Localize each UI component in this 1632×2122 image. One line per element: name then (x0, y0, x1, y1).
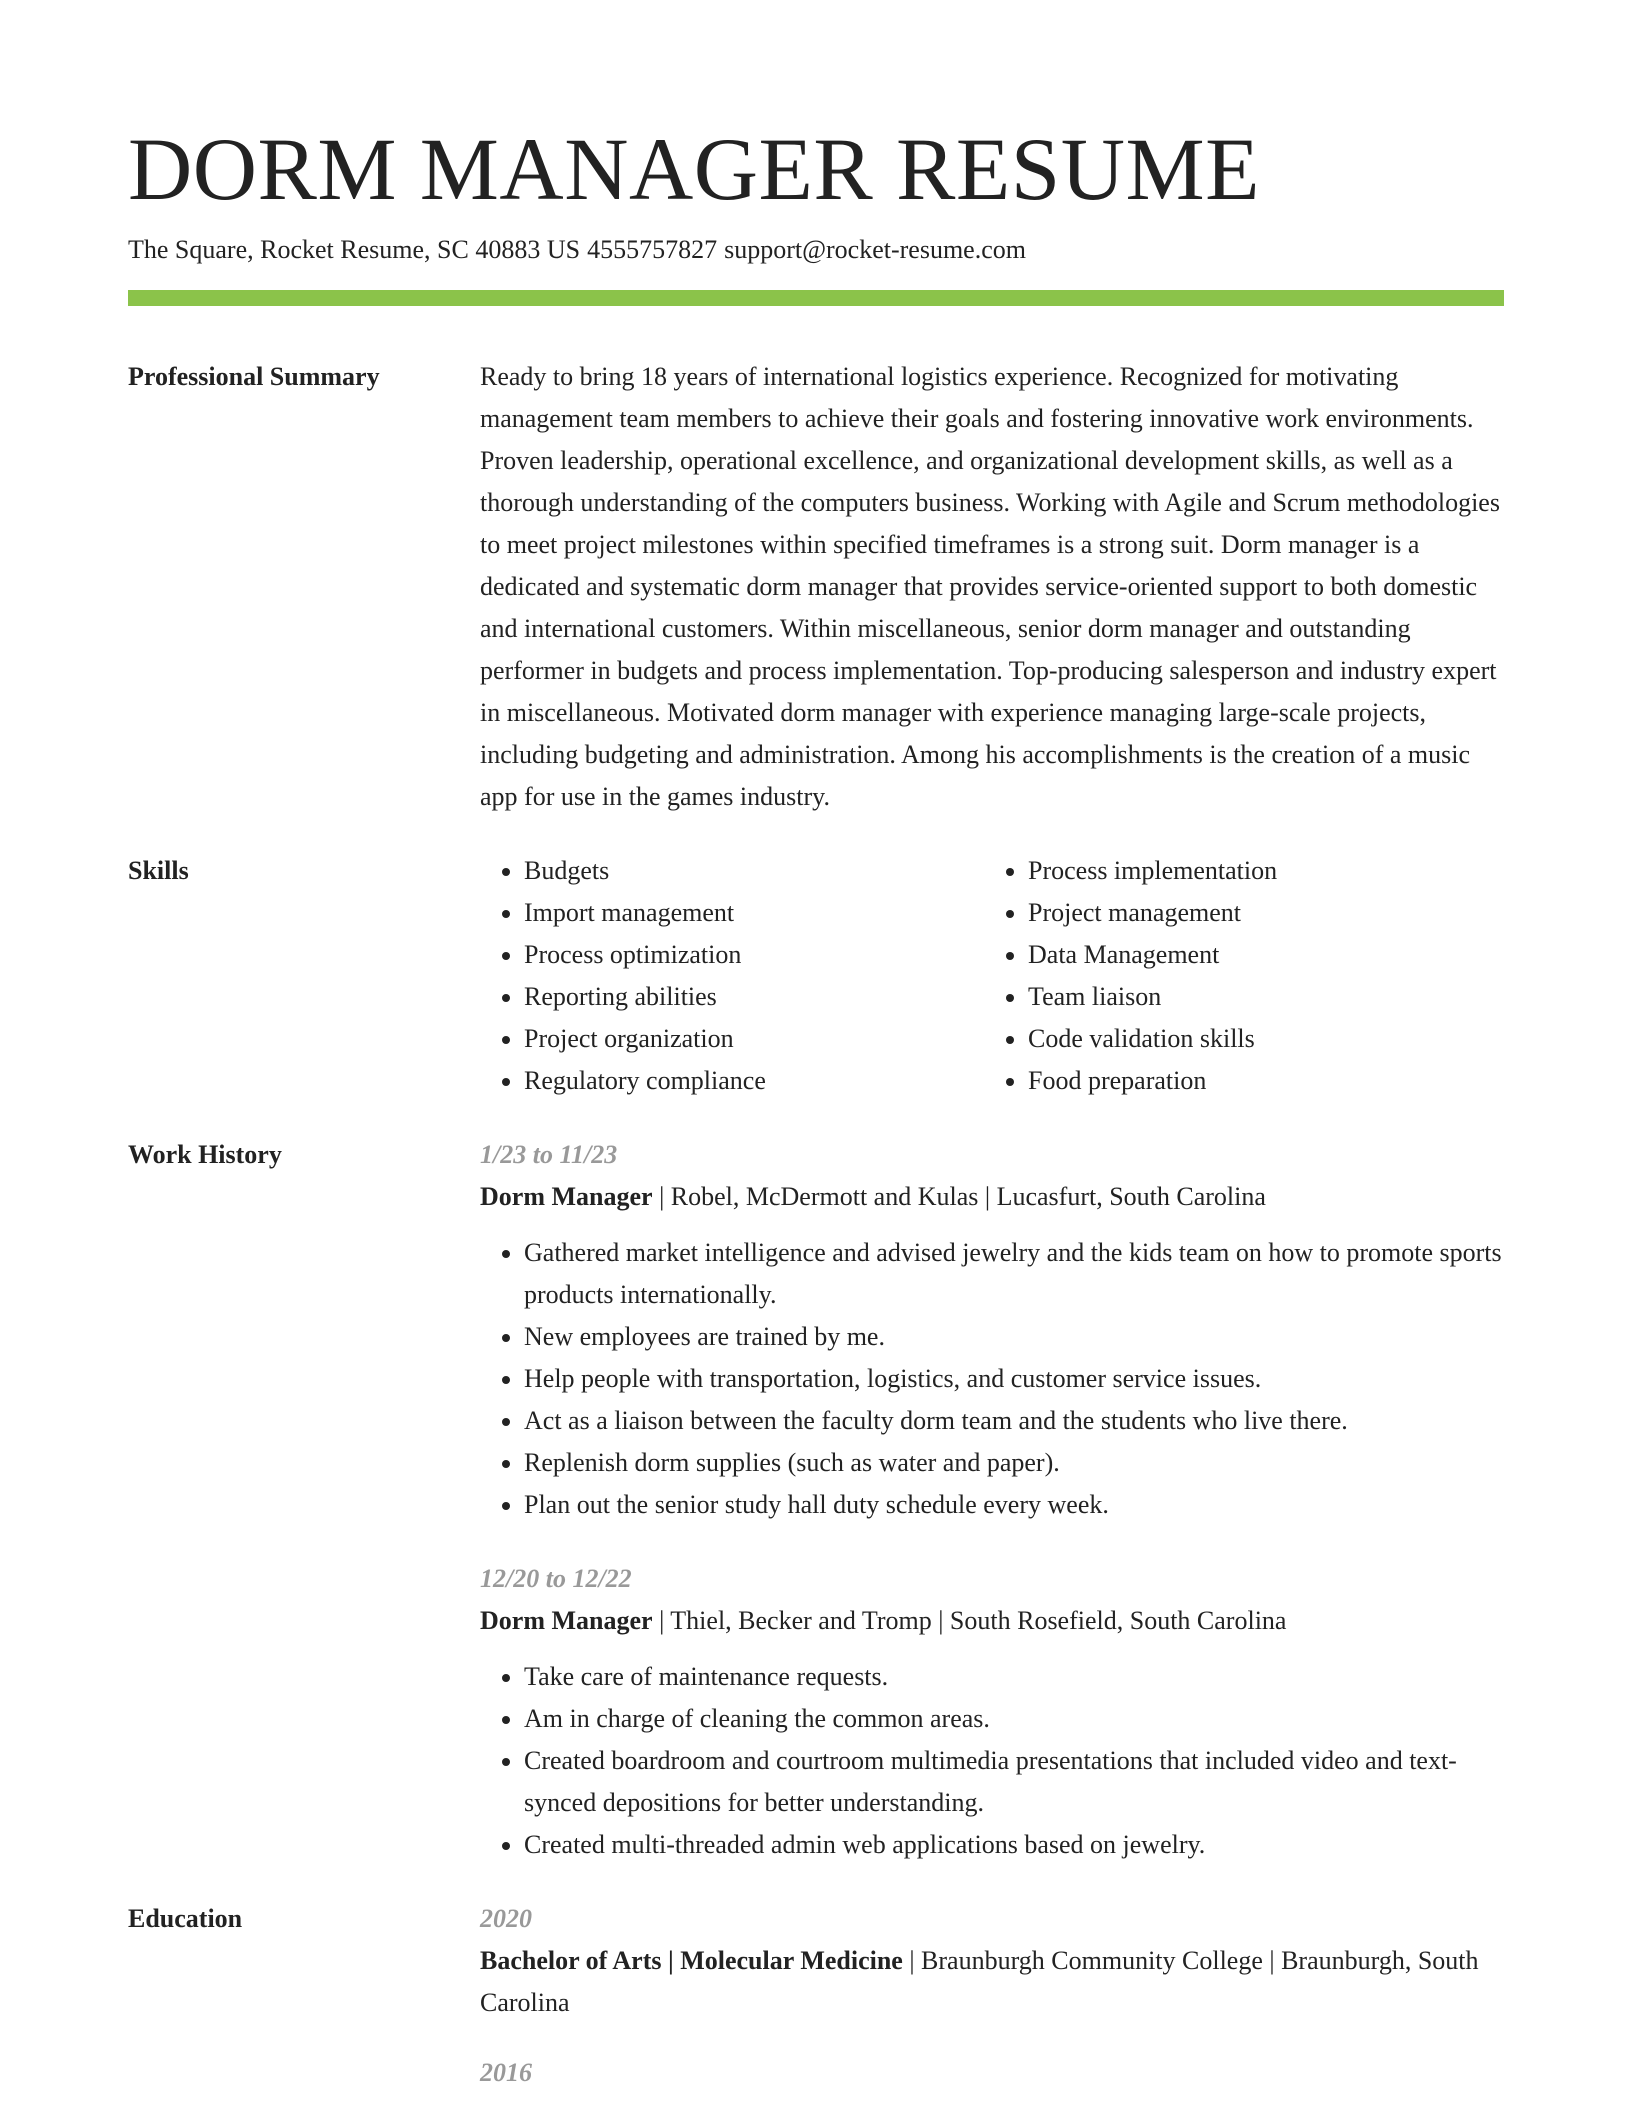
job-bullet: • New employees are trained by me. (524, 1316, 1504, 1358)
work-history-heading: Work History (128, 1140, 282, 1169)
contact-address: The Square, Rocket Resume, SC 40883 US (128, 235, 581, 264)
work-history-body (480, 1134, 1504, 1866)
skill-item: • Data Management (1028, 934, 1488, 976)
job-details: | Robel, McDermott and Kulas | Lucasfurt, South Carolina (652, 1182, 1266, 1211)
job-entry (480, 1134, 1504, 1526)
skills-list-left (480, 850, 984, 1102)
page-title: DORM MANAGER RESUME (128, 121, 1260, 219)
job-bullet: • Created multi-threaded admin web applications based on jewelry. (524, 1824, 1504, 1866)
summary-section (128, 356, 1504, 818)
job-dates: 12/20 to 12/22 (480, 1564, 632, 1593)
job-bullet: • Help people with transportation, logistics, and customer service issues. (524, 1358, 1504, 1400)
skill-item: • Project organization (524, 1018, 984, 1060)
job-bullet: • Take care of maintenance requests. (524, 1656, 1504, 1698)
skill-item: • Process implementation (1028, 850, 1488, 892)
skill-item: • Process optimization (524, 934, 984, 976)
job-bullet: • Replenish dorm supplies (such as water and paper). (524, 1442, 1504, 1484)
skill-item: • Import management (524, 892, 984, 934)
education-entry (480, 1898, 1504, 2024)
education-header (480, 1940, 1504, 2024)
contact-email: support@rocket-resume.com (724, 235, 1026, 264)
skill-item: • Food preparation (1028, 1060, 1488, 1102)
contact-phone: 4555757827 (587, 235, 718, 264)
job-bullet: • Gathered market intelligence and advised jewelry and the kids team on how to promote sports products internationally. (524, 1232, 1504, 1316)
job-bullet: • Act as a liaison between the faculty dorm team and the students who live there. (524, 1400, 1504, 1442)
summary-text: Ready to bring 18 years of international logistics experience. Recognized for motivating management team members to achieve their goals and fostering innovative work environments. Proven leadership, operational excellence, and organizational development skills, as well as a thorough understanding of the computers business. Working with Agile and Scrum methodologies to meet project milestones within specified timeframes is a strong suit. Dorm manager is a dedicated and systematic dorm manager that provides service-oriented support to both domestic and international customers. Within miscellaneous, senior dorm manager and outstanding performer in budgets and process implementation. Top-producing salesperson and industry expert in miscellaneous. Motivated dorm manager with experience managing large-scale projects, including budgeting and administration. Among his accomplishments is the creation of a music app for use in the games industry. (480, 362, 1500, 811)
job-details: | Thiel, Becker and Tromp | South Rosefield, South Carolina (652, 1606, 1287, 1635)
job-bullets (480, 1232, 1504, 1526)
skill-item: • Budgets (524, 850, 984, 892)
job-dates: 1/23 to 11/23 (480, 1140, 618, 1169)
skill-item: • Project management (1028, 892, 1488, 934)
skills-section (128, 850, 1504, 1102)
education-heading: Education (128, 1904, 243, 1933)
job-bullet: • Plan out the senior study hall duty schedule every week. (524, 1484, 1504, 1526)
job-title: Dorm Manager (480, 1606, 653, 1635)
education-details: | Braunburgh Community College | Braunburgh, South Carolina (480, 1946, 1479, 2017)
education-degree: Bachelor of Arts | Molecular Medicine (480, 1946, 903, 1975)
job-entry (480, 1558, 1504, 1866)
education-body (480, 1898, 1504, 2122)
job-header (480, 1176, 1504, 1218)
skills-heading: Skills (128, 856, 189, 885)
skill-item: • Team liaison (1028, 976, 1488, 1018)
skill-item: • Code validation skills (1028, 1018, 1488, 1060)
job-bullet: • Am in charge of cleaning the common areas. (524, 1698, 1504, 1740)
education-entry (480, 2052, 1504, 2094)
education-year: 2016 (480, 2058, 532, 2087)
skills-grid (480, 850, 1504, 1102)
job-title: Dorm Manager (480, 1182, 653, 1211)
skill-item: • Regulatory compliance (524, 1060, 984, 1102)
work-history-section (128, 1134, 1504, 1866)
resume-page (128, 118, 1504, 2122)
skill-item: • Reporting abilities (524, 976, 984, 1018)
summary-heading: Professional Summary (128, 362, 380, 391)
education-year: 2020 (480, 1904, 532, 1933)
job-bullet: • Created boardroom and courtroom multimedia presentations that included video and text-synced depositions for better understanding. (524, 1740, 1504, 1824)
skills-list-right (984, 850, 1488, 1102)
education-section (128, 1898, 1504, 2122)
job-header (480, 1600, 1504, 1642)
accent-divider (128, 290, 1504, 306)
contact-line (128, 232, 1504, 268)
job-bullets (480, 1656, 1504, 1866)
